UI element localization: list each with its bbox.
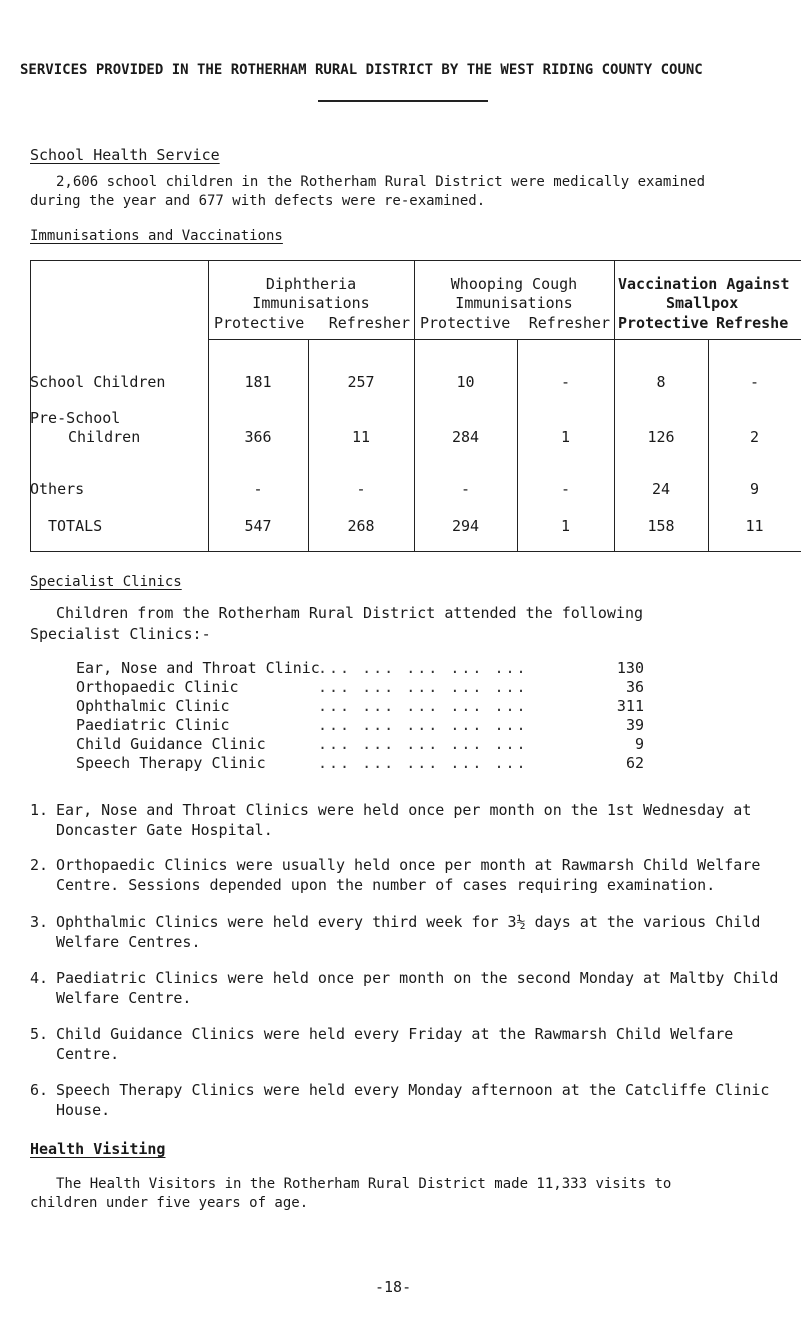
- table-cell: -: [356, 480, 366, 498]
- table-cell: 181: [244, 373, 272, 391]
- clinic-name: Orthopaedic Clinic: [76, 678, 239, 696]
- group-title: Whooping Cough: [450, 275, 578, 293]
- group-title: Diphtheria: [265, 275, 357, 293]
- clinic-count: 39: [625, 716, 644, 734]
- clinic-count: 130: [616, 659, 644, 677]
- group-header-whooping-cough: [414, 275, 614, 313]
- row-label: TOTALS: [48, 517, 103, 535]
- table-cell: 24: [651, 480, 671, 498]
- health-visiting-heading: Health Visiting: [30, 1140, 166, 1158]
- note-number: 6.: [30, 1081, 49, 1099]
- school-health-text-line1: 2,606 school children in the Rotherham Rural District were medically examined: [56, 174, 706, 190]
- table-left-border: [30, 260, 31, 552]
- note-text: Ophthalmic Clinics were held every third week for 3½ days at the various Child Welfare Centres.: [56, 913, 761, 951]
- table-cell: 8: [656, 373, 666, 391]
- table-cell: -: [560, 373, 571, 391]
- page-number: -18-: [375, 1278, 412, 1296]
- leader-dots: ... ... ... ... ...: [318, 735, 528, 753]
- table-cell: 1: [560, 428, 571, 446]
- table-cell: 11: [745, 517, 764, 535]
- subheader-protective: Protective: [618, 314, 709, 332]
- table-cell: -: [460, 480, 471, 498]
- page-header-title: SERVICES PROVIDED IN THE ROTHERHAM RURAL DISTRICT BY THE WEST RIDING COUNTY COUNC: [20, 62, 703, 78]
- group-subtitle: Immunisations: [455, 294, 573, 312]
- note-text: Paediatric Clinics were held once per month on the second Monday at Maltby Child Welfare Centre.: [56, 969, 779, 1007]
- clinic-name: Speech Therapy Clinic: [76, 754, 266, 772]
- table-cell: 366: [244, 428, 272, 446]
- subheader-protective: Protective: [214, 314, 305, 332]
- group-subtitle: Immunisations: [252, 294, 370, 312]
- clinic-count: 36: [625, 678, 644, 696]
- note-text: Speech Therapy Clinics were held every Monday afternoon at the Catcliffe Clinic House.: [56, 1081, 770, 1119]
- note-number: 2.: [30, 856, 49, 874]
- note-text: Orthopaedic Clinics were usually held once per month at Rawmarsh Child Welfare Centre. Sessions depended upon the number of cases requiring examination.: [56, 856, 761, 894]
- note-number: 1.: [30, 801, 49, 819]
- group-title: Vaccination Against: [618, 275, 790, 293]
- table-cell: 1: [560, 517, 571, 535]
- school-health-heading: School Health Service: [30, 146, 220, 164]
- clinic-name: Paediatric Clinic: [76, 716, 230, 734]
- specialist-intro-line2: Specialist Clinics:-: [30, 625, 211, 643]
- group-header-smallpox: [618, 275, 801, 313]
- note-number: 4.: [30, 969, 49, 987]
- clinic-count: 9: [634, 735, 644, 753]
- table-cell: 294: [451, 517, 480, 535]
- note-number: 5.: [30, 1025, 49, 1043]
- health-visiting-text-line2: children under five years of age.: [30, 1195, 309, 1211]
- table-cell: 10: [456, 373, 475, 391]
- specialist-intro-line1: Children from the Rotherham Rural District attended the following: [56, 604, 643, 622]
- specialist-clinics-heading: Specialist Clinics: [30, 574, 182, 590]
- group-divider-3: [614, 260, 615, 552]
- leader-dots: ... ... ... ... ...: [318, 716, 528, 734]
- subheader-refresher: Refreshe: [716, 314, 789, 332]
- table-cell: 2: [749, 428, 760, 446]
- table-cell: 547: [244, 517, 272, 535]
- row-label-line2: Children: [68, 428, 141, 446]
- clinic-count: 62: [625, 754, 644, 772]
- subheader-refresher: Refresher: [328, 314, 410, 332]
- note-text: Ear, Nose and Throat Clinics were held once per month on the 1st Wednesday at Doncaster Gate Hospital.: [56, 801, 752, 839]
- clinic-name: Ophthalmic Clinic: [76, 697, 230, 715]
- row-label: School Children: [30, 373, 166, 391]
- immunisations-heading: Immunisations and Vaccinations: [30, 228, 283, 244]
- table-cell: -: [749, 373, 760, 391]
- table-cell: 158: [647, 517, 675, 535]
- table-bottom-border: [30, 551, 801, 552]
- clinic-count: 311: [616, 697, 644, 715]
- note-text: Child Guidance Clinics were held every Friday at the Rawmarsh Child Welfare Centre.: [56, 1025, 734, 1063]
- table-top-border: [30, 260, 801, 261]
- table-cell: 11: [351, 428, 371, 446]
- table-cell: -: [560, 480, 571, 498]
- subheader-protective: Protective: [420, 314, 511, 332]
- clinic-name: Ear, Nose and Throat Clinic: [76, 659, 320, 677]
- table-cell: 9: [749, 480, 760, 498]
- school-health-text-line2: during the year and 677 with defects were re-examined.: [30, 193, 486, 209]
- leader-dots: ... ... ... ... ...: [318, 754, 528, 772]
- header-separator: [208, 339, 801, 340]
- table-cell: -: [253, 480, 263, 498]
- health-visiting-text-line1: The Health Visitors in the Rotherham Rural District made 11,333 visits to: [56, 1176, 672, 1192]
- clinic-name: Child Guidance Clinic: [76, 735, 266, 753]
- row-label: Others: [30, 480, 85, 498]
- leader-dots: ... ... ... ... ...: [318, 659, 528, 677]
- group-subtitle: Smallpox: [666, 294, 739, 312]
- table-cell: 126: [647, 428, 675, 446]
- group-header-diphtheria: [208, 275, 414, 313]
- header-divider: [318, 100, 488, 102]
- note-number: 3.: [30, 913, 49, 931]
- row-label: Pre-School: [30, 409, 121, 427]
- table-cell: 257: [347, 373, 375, 391]
- leader-dots: ... ... ... ... ...: [318, 678, 528, 696]
- leader-dots: ... ... ... ... ...: [318, 697, 528, 715]
- table-cell: 284: [451, 428, 480, 446]
- table-cell: 268: [347, 517, 375, 535]
- subheader-refresher: Refresher: [528, 314, 610, 332]
